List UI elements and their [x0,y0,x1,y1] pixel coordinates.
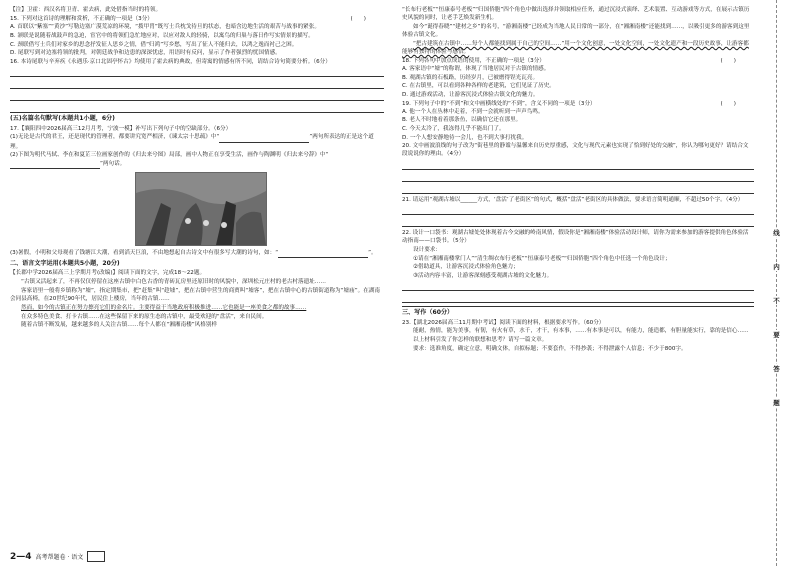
answer-line[interactable] [402,293,754,303]
answer-line[interactable] [10,79,384,89]
answer-line[interactable] [10,91,384,101]
q18-option-b: B. 观湖古镇的石板路，历经岁月，已被磨得锃光瓦亮。 [402,74,539,81]
answer-line[interactable] [402,160,754,170]
q18-option-d: D. 通过游戏活动，让游客沉浸式体验古镇文化的魅力。 [402,91,539,98]
answer-line[interactable] [402,184,754,194]
section-3-heading: 三、写作（60分） [402,309,454,317]
footer-text: 高考帮题卷 · 语文 [35,554,84,561]
q23-material: 能耐，热情，能为美事，有韧，有火有草，水千，才干，有本事，……有本事是可以，有能力，能造都，有胆量能实行，靠的是信心…… [413,328,749,335]
q23-task: 以上材料引发了你怎样的联想和思考？请写一篇文章。 [413,337,548,344]
q15-option-b: B. 颔联是说随着战鼓声的急迫，宦官中的将领们急忙地应对，以应对敌人的轻骑，以寓鸟的归巢与落日作写实情景的描写。 [10,32,314,39]
binding-char: 题 [773,399,780,407]
reading-paragraph-3: 然而，如今的古镇正在努力擦亮它们的金名片。主要得益于当地政府积极推进……它也能是一座美食之都的故事…… [21,304,307,311]
q22-req-3: ③活动内容丰富，让游客深刻感受观湖古墟的文化魅力。 [413,273,553,280]
binding-margin [762,0,796,566]
section-2-heading: 二、语言文字运用(本题共5小题，20分) [10,260,120,267]
q18-option-a: A. 客家语中“墟”的称谓，体现了当地居民对于古镇的情感。 [402,66,550,73]
answer-line[interactable] [402,172,754,182]
q18-stem: 18. 下列各句中加点成语的使用，不正确的一项是（3分） [402,58,545,64]
q19-option-c: C. 今天太冷了，我冻得几乎不能出门了。 [402,125,505,132]
answer-line[interactable] [402,217,754,227]
answer-line[interactable] [402,205,754,215]
q19-option-d: D. 一个人想安静地待一会儿，也不到大事打扰我。 [402,134,528,141]
page-footer [10,551,105,562]
q17-item3-b: ”。 [368,249,377,256]
left-column [10,6,384,330]
binding-char: 答 [773,365,780,373]
q22-requirements: 设计要求： [413,246,441,253]
binding-char: 线 [773,229,780,237]
q19-option-a: A. 他一个人在丛林中走着，不到一会就听到一声声鸟鸣。 [402,108,544,115]
q17-item1-b: ”两句所表达的正是这个道理。 [10,134,374,150]
painting-image [136,173,266,245]
q17-item2-a: (2)下图为明代马轼、李在和夏芷三位画家创作的《归去来兮图》局部，画中人物正在享受生活， [10,152,248,159]
answer-line[interactable] [402,281,754,291]
publisher-stamp-icon [87,551,105,562]
page-number: 2—4 [10,551,32,562]
q18-option-c: C. 在古镇里，可以看到各种各样的老建筑，它们见证了历史。 [402,83,555,90]
q20-stem: 20. 文中画波浪线的句子改为“街巷里的静谧与温馨来自历史厚重感，文化与现代元素也实现了恰到好处的交融”，你认为哪句更好？请结合文段说说你的理由。（4分） [402,143,749,158]
q17-blank[interactable] [278,249,368,258]
q19-option-b: B. 老人不时地看着那条鱼，以确信它还在那里。 [402,117,522,124]
q17-item1-a: (1)无论是古代的君王，还是现代的管理者，都要讲究宽严相济，《谏太宗十思疏》中“ [10,134,220,141]
q22-req-2: ②借助道具，让游客沉浸式体验角色魅力； [413,264,519,271]
q22-stem: 22. 设计一口袋书：观湖古墟处处体现着古今交融的岭南风情，假设你是“湘湘南楼”体验活动设计师，请你为需来参加的游客提供角色体验活动指南——口袋书。（5分） [402,229,749,244]
divider [402,306,754,307]
q23-stem: 23.【湖北2026届高三11月期中考试】阅读下面的材料，根据要求写作。（60分） [402,319,605,326]
q16-stem: 16. 本诗尾联与辛弃疾《永遇乐·京口北固亭怀古》均使用了霍去病的典故，但寄寓的情感有所不同，请结合诗句简要分析。（6分） [10,59,331,66]
reading-paragraph-2: 客家语里一般将乡镇称为“墟”，指定期集市，把“赶集”叫“趁墟”，把在古镇中营生的商贾叫“墟客”，把在古镇中心的古镇街道称为“墟庙”。在湖南会同县高椅，在20世纪90年代，居民住上楼房，当年的古镇…… [10,287,381,302]
q17-blank[interactable] [219,133,309,142]
right-column [402,6,754,354]
q15-option-d: D. 尾联写到对边塞将领的批判，对朝廷战争和边患的深深忧虑，用语时有反问，显示了作者强烈的忧国情感。 [10,50,281,57]
binding-char: 内 [773,263,780,271]
passage-continued-2: 如今“诞得春晓”“建材之乡”的名号，“游湘南楼”已经成为当地人民日常的一部分，在“湘湘南楼”还能找到……，以吸引更多的游客到这里体验古镇文化。 [402,24,750,39]
q17-stem: 17.【襄阳四中2026届高三12月月考，宁波一模】补写出下列句子中的空缺部分。（6分） [10,125,232,132]
reading-paragraph-4: 在众多特色美食、打卡古镇……在这些保留下来的原生态的古镇中，最受欢迎的“盘活”，来自民间。 [21,313,268,320]
reading-head: 【长郡中学2026届高三上学期月考(改编)】阅读下面的文字，完成18～22题。 [10,270,206,277]
q15-paren: ( ) [350,15,366,22]
note: 【注】卫霍：西汉名将卫青、霍去病，此处借指当时的将领。 [10,7,162,13]
cut-line [776,0,777,566]
binding-char: 要 [773,331,780,339]
q23-requirements: 要求：选准角度，确定立意，明确文体，自拟标题；不要套作，不得抄袭；不得泄露个人信息；不少于800字。 [413,345,687,352]
q17-blank[interactable] [10,160,100,169]
binding-char: 不 [773,297,780,305]
q19-stem: 19. 下列句子中的“不到”和文中画横线处的“不到”，含义不同的一项是（3分） [402,100,596,107]
q21-stem: 21. 请运用“观湖古墟以______方式，‘盘活’了老街区”的句式，概括“盘活”老街区的具体做法，要求语言简明通顺，不超过50个字。（4分） [402,196,744,203]
passage-continued-3: “把古建筑在古镇中……每个人都能找到属于自己的空间……”用一个文化创意，一处文化空间，一处文化遗产和一段历史故事，让游客都能够有独特的体验与感悟。 [402,41,749,56]
passage-continued-1: “长布行老板”“恒康泰号老板”“归国侨胞”四个角色中做出选择并领取相应任务，通过沉浸式演绎、艺术装置、互动游戏等方式，在展示古镇历史风貌的同时，让老手艺焕发新生机。 [402,7,750,22]
section-5-heading: (五)名篇名句默写(本题共1小题，6分) [10,115,115,123]
q17-item2-c: ”两句话。 [100,160,126,167]
reading-paragraph-5: 随着古镇不断发展，越来越多的人关注古镇……每个人都在“湘湘南楼”风格别样 [21,322,217,329]
answer-line[interactable] [10,103,384,113]
q22-req-1: ①请在“湘湘南楼掌门人”“清生绸衣布行老板”“恒康泰号老板”“归国侨胞”四个角色中任选一个角色设计； [413,255,671,262]
q15-stem: 15. 下列对这首诗的理解和赏析，不正确的一项是（3分） [10,15,153,22]
reading-paragraph-1: “古镇又活起来了，不再仅仅停留在这座古镇中白色古香的青砖瓦房里还原旧时的风貌中，深圳松元庄村的老古村落遗址…… [21,279,326,285]
q17-item2-b: 画作与陶渊明《归去来兮辞》中“ [247,152,329,159]
q17-item3-a: (3)暑假，小明和父母观看了钱塘江大潮，看到滔天巨浪，不由地想起自古诗文中有很多写大潮的诗句，如：“ [10,249,279,256]
q15-option-c: C. 颈联借写士兵们对家乡的思念抒发征人思乡之情，借“归鸿”写乡愁，写出了征人不能归去，以鸿之逸而衬己之困。 [10,41,298,48]
answer-line[interactable] [10,67,384,77]
q18-paren: ( ) [720,58,736,64]
q19-paren: ( ) [720,100,736,107]
q15-option-a: A. 首联以“紫塞”“黄沙”写勒边塞广漠荒凉的环境，“拨甲胄”既写士兵枕戈待旦的状态，也暗含边地生活的艰苦与战事的紧张。 [10,24,320,30]
painting-illustration [135,172,267,246]
